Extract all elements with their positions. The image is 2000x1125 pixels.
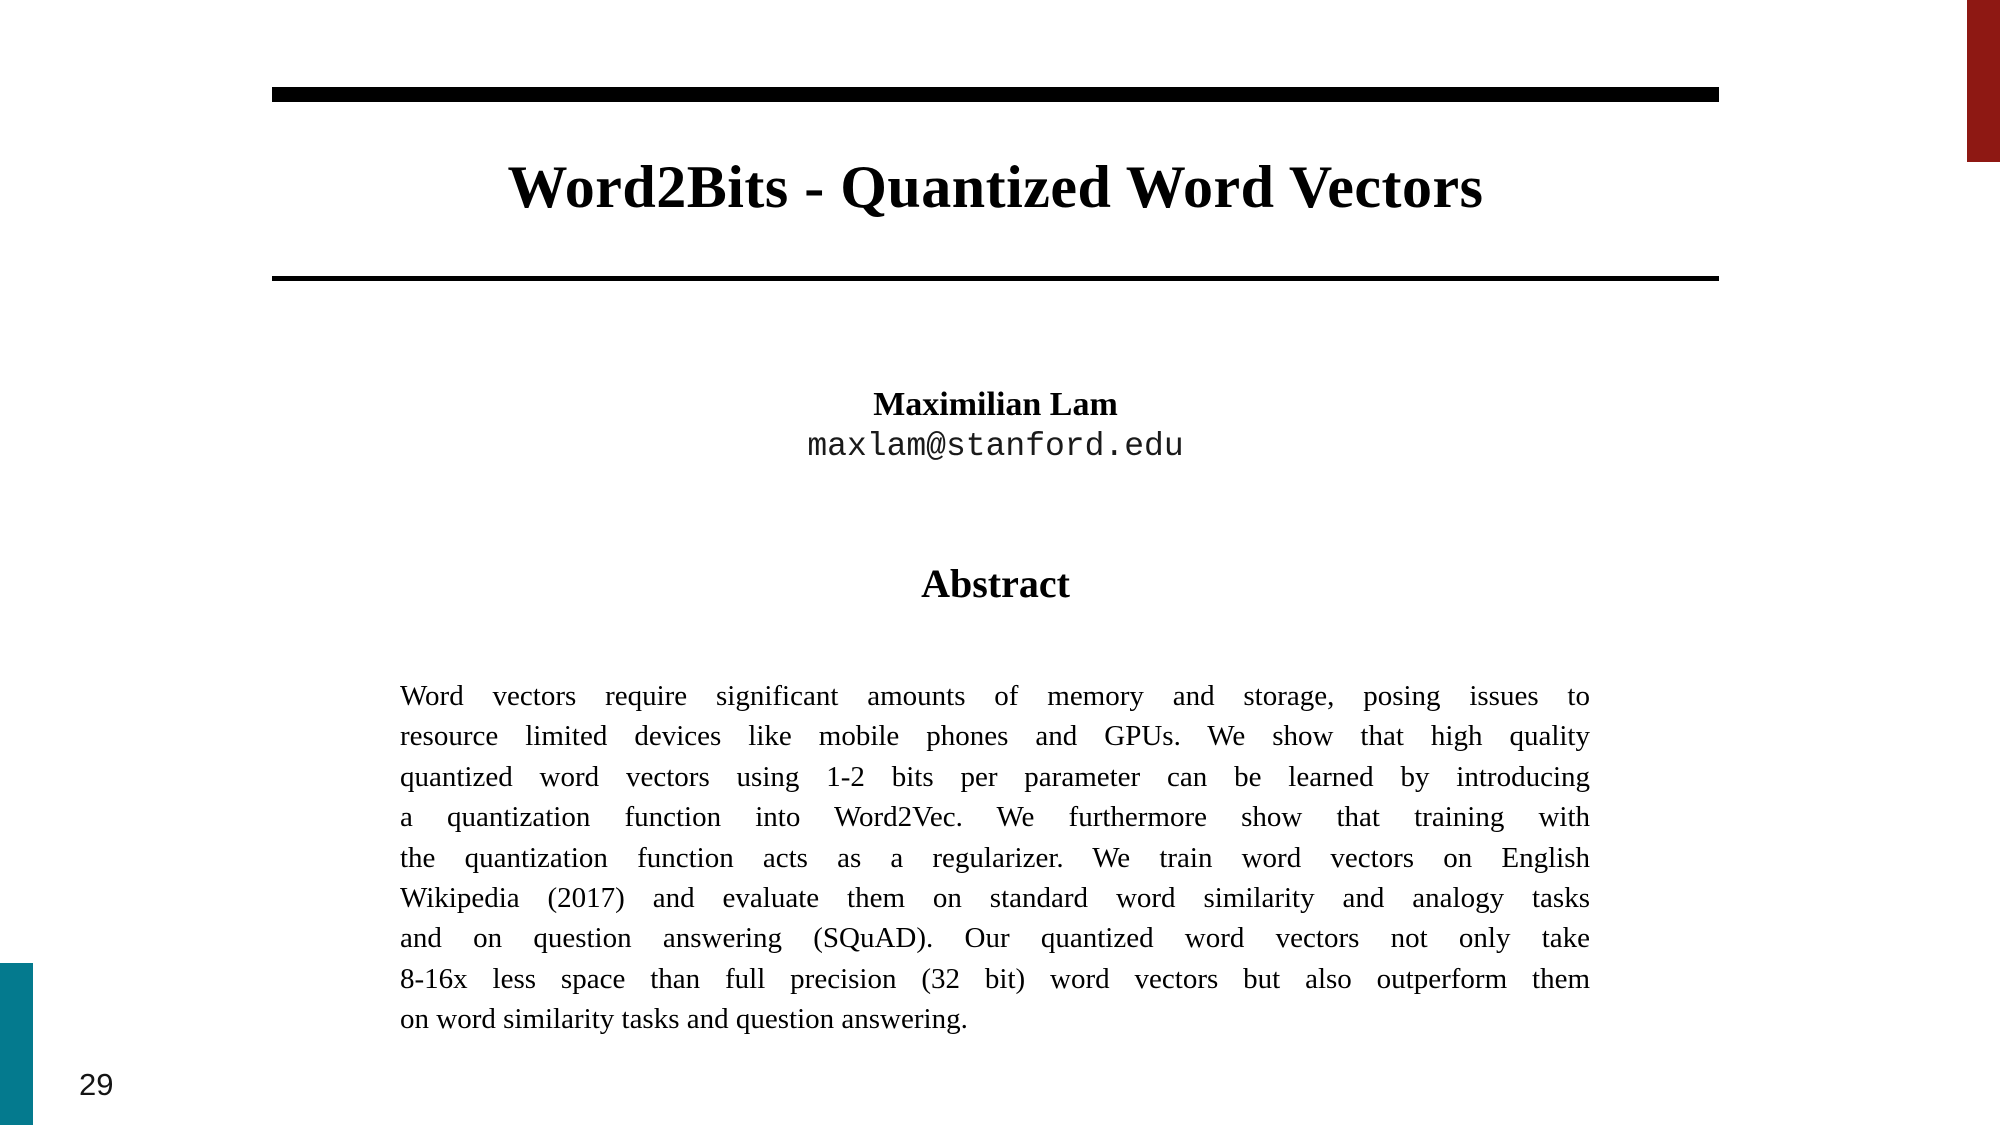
paper-title: Word2Bits - Quantized Word Vectors xyxy=(507,154,1484,220)
teal-accent-bar xyxy=(0,963,33,1125)
author-name: Maximilian Lam xyxy=(873,386,1118,423)
author-email: maxlam@stanford.edu xyxy=(807,428,1184,465)
top-rule xyxy=(272,87,1719,102)
abstract-line: Wikipedia (2017) and evaluate them on standard word similarity and analogy tasks xyxy=(400,882,1590,915)
abstract-line: quantized word vectors using 1-2 bits per parameter can be learned by introducing xyxy=(400,760,1590,793)
abstract-line: resource limited devices like mobile phones and GPUs. We show that high quality xyxy=(400,720,1590,753)
author-block xyxy=(272,384,1719,468)
abstract-body xyxy=(400,676,1590,1040)
abstract-line: 8-16x less space than full precision (32 bit) word vectors but also outperform them xyxy=(400,962,1590,995)
paper-page xyxy=(272,0,1719,1125)
abstract-line: on word similarity tasks and question answering. xyxy=(400,1003,968,1036)
title-rule xyxy=(272,276,1719,281)
abstract-line: a quantization function into Word2Vec. We furthermore show that training with xyxy=(400,801,1590,834)
abstract-line: and on question answering (SQuAD). Our quantized word vectors not only take xyxy=(400,922,1590,955)
abstract-line: Word vectors require significant amounts of memory and storage, posing issues to xyxy=(400,680,1590,712)
page-number: 29 xyxy=(79,1067,114,1102)
red-accent-bar xyxy=(1967,0,2000,162)
abstract-heading: Abstract xyxy=(921,561,1070,606)
abstract-line: the quantization function acts as a regularizer. We train word vectors on English xyxy=(400,841,1590,874)
